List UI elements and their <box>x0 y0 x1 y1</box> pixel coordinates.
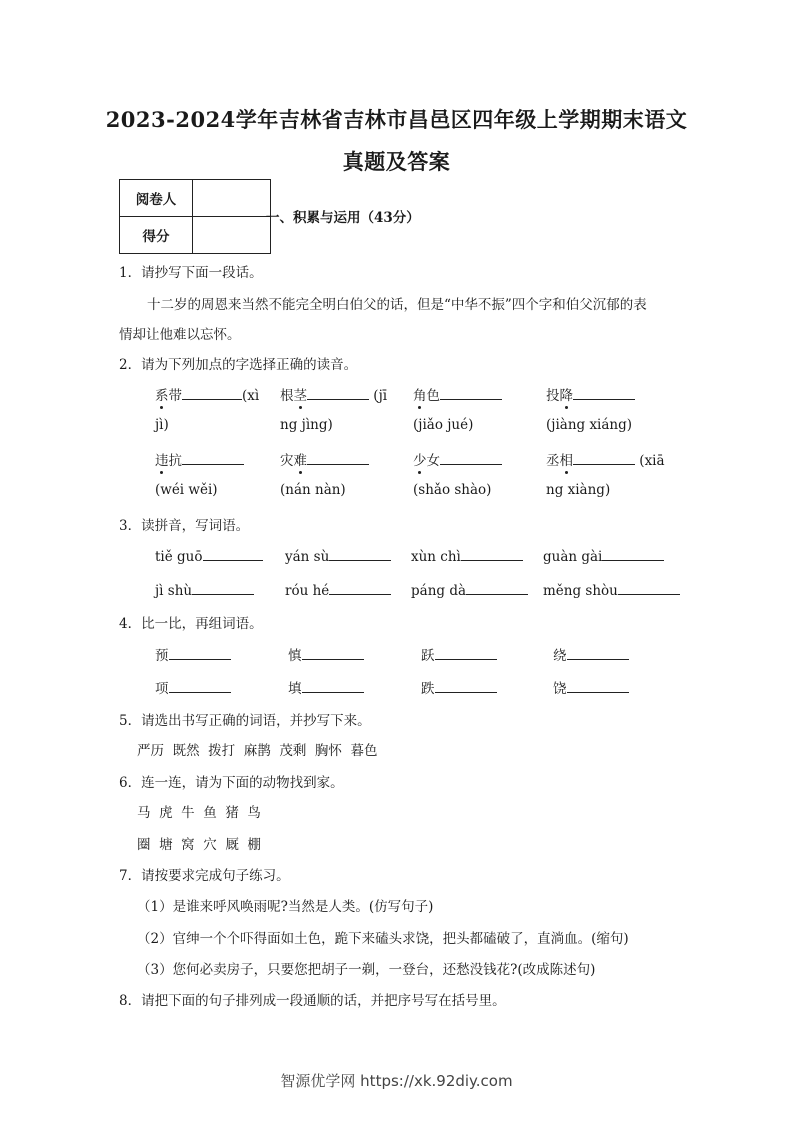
q2-item-3 <box>413 384 502 404</box>
pinyin: měng shòu <box>543 583 618 599</box>
q6-animals: 马 虎 牛 鱼 猪 鸟 <box>137 805 261 821</box>
q4-stem: 4．比一比，再组词语。 <box>119 616 263 632</box>
q2-item-2 <box>280 384 387 404</box>
option: (jī <box>373 388 388 404</box>
q3-item-3 <box>411 546 523 565</box>
option: (xì <box>242 388 260 404</box>
q4-item-3 <box>421 644 497 664</box>
dotted-char: 系 <box>155 384 169 404</box>
q2-stem: 2．请为下列加点的字选择正确的读音。 <box>119 357 358 373</box>
dotted-char: 相 <box>560 449 574 469</box>
reviewer-label: 阅卷人 <box>120 180 193 217</box>
character: 跃 <box>421 648 435 664</box>
dotted-char: 降 <box>560 384 574 404</box>
answer-blank[interactable] <box>435 645 497 660</box>
dotted-char: 难 <box>294 449 308 469</box>
q2-opt-5: (wéi wěi) <box>155 482 218 498</box>
pinyin: yán sù <box>285 549 330 565</box>
q3-item-8 <box>543 580 680 599</box>
q3-item-1 <box>155 546 263 565</box>
pinyin: jì shù <box>155 583 193 599</box>
word: 女 <box>426 453 440 469</box>
answer-blank[interactable] <box>573 385 635 400</box>
character: 跌 <box>421 681 435 697</box>
character: 预 <box>155 648 169 664</box>
q3-item-7 <box>411 580 528 599</box>
reviewer-cell <box>193 180 271 217</box>
q6-stem: 6．连一连，请为下面的动物找到家。 <box>119 775 344 791</box>
answer-blank[interactable] <box>302 678 364 693</box>
q4-item-4 <box>553 644 629 664</box>
pinyin: páng dà <box>411 583 467 599</box>
q3-item-2 <box>285 546 391 565</box>
q4-item-7 <box>421 677 497 697</box>
answer-blank[interactable] <box>169 645 231 660</box>
answer-blank[interactable] <box>182 385 242 400</box>
q4-item-5 <box>155 677 231 697</box>
q2-opt-2: ng jìng) <box>280 417 333 433</box>
q7-sentence-1: （1）是谁来呼风唤雨呢?当然是人类。(仿写句子) <box>137 899 434 915</box>
q8-stem: 8．请把下面的句子排列成一段通顺的话，并把序号写在括号里。 <box>119 993 506 1009</box>
option: (xiā <box>639 453 665 469</box>
q2-opt-8: ng xiàng) <box>546 482 611 498</box>
answer-blank[interactable] <box>203 546 263 561</box>
q6-homes: 圈 塘 窝 穴 厩 棚 <box>137 837 261 853</box>
footer-watermark: 智源优学网 https://xk.92diy.com <box>280 1072 513 1090</box>
character: 填 <box>288 681 302 697</box>
q2-opt-7: (shǎo shào) <box>413 482 492 498</box>
doc-title-line1: 2023-2024学年吉林省吉林市昌邑区四年级上学期期末语文 <box>105 107 688 132</box>
word: 抗 <box>168 453 182 469</box>
q1-para-1: 十二岁的周恩来当然不能完全明白伯父的话，但是“中华不振”四个字和伯父沉郁的表 <box>147 297 647 313</box>
q7-sentence-3: （3）您何必卖房子，只要您把胡子一剃，一登台，还愁没钱花?(改成陈述句) <box>137 962 596 978</box>
pinyin: xùn chì <box>411 549 461 565</box>
dotted-char: 茎 <box>294 384 308 404</box>
q2-opt-3: (jiǎo jué) <box>413 417 474 433</box>
doc-title-line2: 真题及答案 <box>342 149 451 174</box>
word: 灾 <box>280 453 294 469</box>
answer-blank[interactable] <box>567 678 629 693</box>
q2-item-1 <box>155 384 259 404</box>
q2-item-6 <box>280 449 369 469</box>
q3-item-4 <box>543 546 664 565</box>
answer-blank[interactable] <box>302 645 364 660</box>
answer-blank[interactable] <box>169 678 231 693</box>
q4-item-1 <box>155 644 231 664</box>
q5-stem: 5．请选出书写正确的词语，并抄写下来。 <box>119 713 371 729</box>
word: 根 <box>280 388 294 404</box>
word: 投 <box>546 388 560 404</box>
answer-blank[interactable] <box>307 450 369 465</box>
answer-blank[interactable] <box>329 546 391 561</box>
q3-item-6 <box>285 580 391 599</box>
q2-opt-1: jì) <box>155 417 169 433</box>
q7-stem: 7．请按要求完成句子练习。 <box>119 868 290 884</box>
q1-stem: 1．请抄写下面一段话。 <box>119 265 263 281</box>
answer-blank[interactable] <box>461 546 523 561</box>
word: 带 <box>168 388 182 404</box>
dotted-char: 违 <box>155 449 169 469</box>
pinyin: róu hé <box>285 583 330 599</box>
q1-para-2: 情却让他难以忘怀。 <box>119 327 241 343</box>
answer-blank[interactable] <box>573 450 635 465</box>
answer-blank[interactable] <box>618 580 680 595</box>
dotted-char: 角 <box>413 384 427 404</box>
q4-item-6 <box>288 677 364 697</box>
word: 丞 <box>546 453 560 469</box>
section-heading: 一、积累与运用（43分） <box>266 210 420 226</box>
pinyin: tiě guō <box>155 549 203 565</box>
score-cell <box>193 217 271 254</box>
score-table <box>119 179 271 254</box>
character: 饶 <box>553 681 567 697</box>
answer-blank[interactable] <box>307 385 369 400</box>
q2-item-4 <box>546 384 635 404</box>
answer-blank[interactable] <box>567 645 629 660</box>
q7-sentence-2: （2）官绅一个个吓得面如土色，跪下来磕头求饶，把头都磕破了，直淌血。(缩句) <box>137 931 629 947</box>
answer-blank[interactable] <box>466 580 528 595</box>
q2-item-5 <box>155 449 244 469</box>
q2-item-8 <box>546 449 665 469</box>
q2-item-7 <box>413 449 502 469</box>
q2-opt-6: (nán nàn) <box>280 482 346 498</box>
answer-blank[interactable] <box>192 580 254 595</box>
q2-opt-4: (jiàng xiáng) <box>546 417 633 433</box>
character: 慎 <box>288 648 302 664</box>
answer-blank[interactable] <box>440 450 502 465</box>
dotted-char: 少 <box>413 449 427 469</box>
pinyin: guàn gài <box>543 549 603 565</box>
answer-blank[interactable] <box>602 546 664 561</box>
character: 项 <box>155 681 169 697</box>
q3-stem: 3．读拼音，写词语。 <box>119 518 250 534</box>
q4-item-2 <box>288 644 364 664</box>
q3-item-5 <box>155 580 254 599</box>
q4-item-8 <box>553 677 629 697</box>
character: 绕 <box>553 648 567 664</box>
answer-blank[interactable] <box>435 678 497 693</box>
answer-blank[interactable] <box>329 580 391 595</box>
word: 色 <box>426 388 440 404</box>
answer-blank[interactable] <box>440 385 502 400</box>
q5-words: 严历 既然 拨打 麻鹊 茂剩 胸怀 暮色 <box>137 743 378 759</box>
score-label: 得分 <box>120 217 193 254</box>
answer-blank[interactable] <box>182 450 244 465</box>
